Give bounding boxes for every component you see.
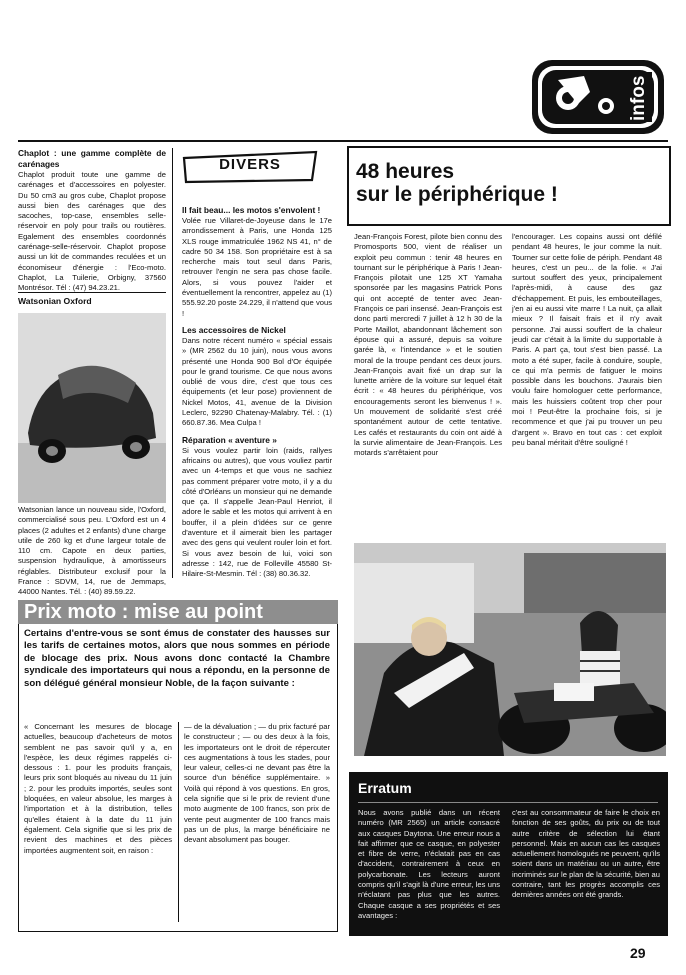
infos-logo <box>528 56 668 138</box>
divers-tag <box>180 150 320 184</box>
prix-lead: Certains d'entre-vous se sont émus de constater des hausses sur les tarifs de certaines motos, alors que nous sommes en période de blocage des prix. Nous avons donc contacté la Chambre syndicale des importateurs qui nous a répondu, en la personne de son délégué général monsieur Noble, de la façon suivante : <box>24 628 330 689</box>
peripherique-title-2: sur le périphérique ! <box>356 183 558 206</box>
erratum-col2: c'est au consommateur de faire le choix en fonction de ses goûts, du prix ou de tout autre critère de sélection lui étant personnel. Mais en aucun cas les casques actuellement homologués ne peuvent, qu'ils soient dans un matériau ou un autre, être incriminés sur le plan de la sécurité, bien au contraire, tant les progrès accomplis ces dernières années ont été grands. <box>512 808 660 900</box>
chaplot-article <box>18 148 166 294</box>
watsonian-body: Watsonian lance un nouveau side, l'Oxford, commercialisé sous peu. L'Oxford est un 4 places (2 adultes et 2 enfants) d'une charge utile de 260 kg et d'une largeur totale de 110 cm. Capote en deux parties, suspension hydraulique, à amortisseurs réglables. Distributeur exclusif pour la France : SDVM, 14, rue de Jemmaps, 44000 Nantes. Tél. : (40) 89.59.22. <box>18 505 166 597</box>
peripherique-col2: l'encourager. Les copains aussi ont défilé pendant 48 heures, le jour comme la nuit. Tourner sur cette folie de périph. Pendant 48 heures, c'est un peu... de la folie. « J'ai surtout souffert des yeux, principalement l'après-midi, à cause des gaz d'échappement. Et puis, les embouteillages, j'en ai eu aussi vite marre ! La nuit, ça allait mieux ? Il faisait frais et il n'y avait personne. J'ai aussi souffert de la chaleur jeudi car c'était à la limite du supportable à Paris. A part ça, tout s'est bien passé. La moto a été super, facile à conduire, souple, ce qui m'a permis de fatiguer le moins possible dans les bouchons. J'aurais bien voulu faire homologuer cette performance, mais les huissiers coûtent trop cher pour moi ! Peut-être la prochaine fois, si je recommence et que j'ai pu trouver un peu d'argent ». Bravo en tout cas : cet exploit peu banal méritait d'être souligné ! <box>512 232 662 447</box>
infos-label: infos <box>628 75 649 121</box>
prix-title: Prix moto : mise au point <box>24 601 263 623</box>
rider-photo <box>354 543 666 756</box>
divers-tag-label: DIVERS <box>219 156 281 173</box>
erratum-rule <box>358 802 658 803</box>
divers-s1-body: Volée rue Villaret-de-Joyeuse dans le 17e arrondissement à Paris, une Honda 125 XLS rouge immatriculée 1962 NS 41, n° de cadre 50 34 158. Son propriétaire est à sa recherche mais tout seul dans Paris, retrouver l'engin ne sera pas chose facile. Alors, si vous pouvez l'aider et éventuellement la rencontrer, appelez au (1) 555.92.20 poste 24.229, il n'attend que vous ! <box>182 216 332 318</box>
prix-col-rule <box>178 722 179 922</box>
watsonian-rule <box>18 292 166 293</box>
divers-s3-heading: Réparation « aventure » <box>182 434 277 445</box>
divers-s2-body: Dans notre récent numéro « spécial essais » (MR 2562 du 10 juin), nous vous avons présenté une Honda 900 Bol d'Or équipée pour le grand tourisme. Ce que nous avons oublié de vous dire, c'est que tous ces équipements (et leur pose) proviennent de Nickel Motos, 41, avenue de la Division Leclerc, 92290 Chatenay-Malabry. Tél. : (1) 660.87.36. Mea Culpa ! <box>182 335 332 428</box>
page-number: 29 <box>630 945 646 961</box>
sidecar-photo <box>18 313 166 503</box>
prix-col1: « Concernant les mesures de blocage actuelles, beaucoup d'acheteurs de motos semblent ne pas savoir qu'il y a, en l'espèce, les deux régimes rappelés ci-dessous : 1. pour les produits français, leurs prix sont bloqués au niveau du 11 juin ; 2. pour les produits importés, seules sont bloquées, en valeur absolue, les marges à l'importation et à la distribution, telles qu'elles étaient à la date du 11 juin également. Cela signifie que si les prix de revient des machines et des pièces importées augmentent soit, en raison : <box>24 722 172 855</box>
prix-col2: — de la dévaluation ; — du prix facturé par le constructeur ; — ou des deux à la fois, les importateurs ont le droit de répercuter ces augmentations à tous les stades, pour leur valeur, celles-ci ne devant pas être la source d'un bénéfice supplémentaire. » Voilà qui répond à vos questions. En gros, cela signifie que si le prix de revient d'une moto augmente de 100 francs, son prix de vente peut augmenter de 100 francs mais pas un de plus, la marge bénéficiaire ne devant absolument pas bouger. <box>184 722 330 845</box>
chaplot-body: Chaplot produit toute une gamme de carénages et d'accessoires en polyester. Du 50 cm3 au gros cube, Chaplot propose aussi bien des carénages que des sacoches, top-case, ensembles selle-réservoir en poly pour trails ou routières. Egalement des ensembles coordonnés carénage-selle-réservoir. Chaplot propose aussi un kit de commandes reculées et un économiseur d'énergie : l'Eco-moto. Chaplot, La Tuilerie, Orbigny, 37560 Montrésor. Tél : (47) 94.23.21. <box>18 170 166 293</box>
erratum-title: Erratum <box>358 780 412 796</box>
top-rule <box>18 140 668 142</box>
divers-s3-body: Si vous voulez partir loin (raids, rallyes africains ou autres), que vous vouliez partir avec un 4-temps et que vous ne sachiez pas comment préparer votre moto, il y a du côté d'Orléans un monsieur qui ne demande que ça. Il s'appelle Jean-Paul Henriot, il adore le sable et les motos qui arrivent à en bouffer, il a plein d'idées sur ce genre d'aventure et il aimerait bien les partager avec des gens qui veulent rouler loin et fort. Si vous avez besoin de lui, voici son adresse : 142, rue de Folleville 45580 St-Hilaire-St-Mesmin. Tél : (38) 80.36.32. <box>182 445 332 579</box>
divers-s1-heading: Il fait beau... les motos s'envolent ! <box>182 205 321 215</box>
divers-articles <box>182 205 332 580</box>
chaplot-heading: Chaplot : une gamme complète de carénages <box>18 148 166 169</box>
divers-s2-heading: Les accessoires de Nickel <box>182 324 286 335</box>
watsonian-heading: Watsonian Oxford <box>18 296 92 306</box>
peripherique-title-1: 48 heures <box>356 160 455 183</box>
divers-vrule <box>172 148 173 578</box>
erratum-col1: Nous avons publié dans un récent numéro (MR 2565) un article consacré aux casques Daytona. Une erreur nous a fait affirmer que ce casque, en polyester et fibre de verre, n'éclatait pas en cas d'accident, contrairement à ceux en polycarbonate. Les lecteurs auront compris qu'il s'agit là d'une erreur, les uns n'éclatant pas plus que les autres. Chaque casque a ses propriétés et ses avantages : <box>358 808 500 920</box>
peripherique-col1: Jean-François Forest, pilote bien connu des Promosports 500, vient de réaliser un exploit peu commun : tenir 48 heures en tournant sur le périphérique à Paris ! Jean-François pilotait une 125 XT Yamaha sponsorée par les magasins Patrick Pons qui ont accepté de tenter avec Jean-François ce pari insensé. Jean-François est donc parti mercredi 7 juillet à 12 h 30 de la Porte Maillot, abandonnant lâchement son épouse qui a assuré, depuis sa voiture garée là, « l'intendance » et le soutien moral de la troupe pendant ces deux jours. Jean-François avait fixé un drap sur la lunette arrière de la voiture sur lequel était écrit : « 48 heures du périphérique, vos encouragements seront les bienvenus ! ». Un mouvement de solidarité s'est créé spontanément autour de cette tentative. Les cafés et restaurants du coin ont aidé à la survie alimentaire de Jean-François. Les motards s'arrêtaient pour <box>354 232 502 458</box>
